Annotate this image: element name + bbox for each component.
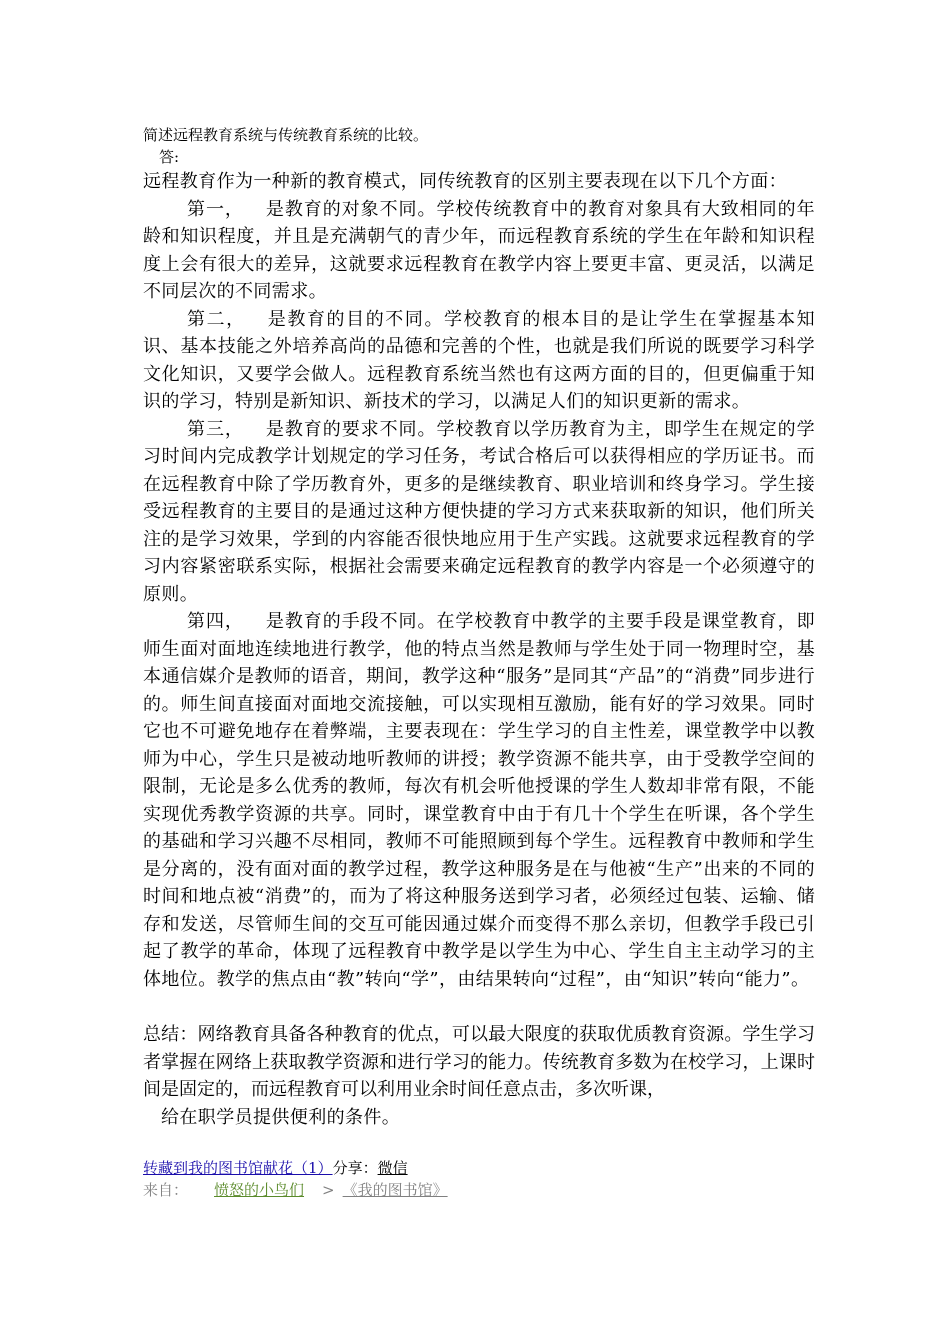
point-text: 是教育的手段不同。在学校教育中教学的主要手段是课堂教育，即师生面对面地连续地进行教学，他的特点当然是教师与学生处于同一物理时空，基本通信媒介是教师的语音，期间，教学这种“服务”是同其“产品”的“消费”同步进行的。师生间直接面对面地交流接触，可以实现相互激励，能有好的学习效果。同时它也不可避免地存在着弊端，主要表现在：学生学习的自主性差，课堂教学中以教师为中心，学生只是被动地听教师的讲授；教学资源不能共享，由于受教学空间的限制，无论是多么优秀的教师，每次有机会听他授课的学生人数却非常有限，不能实现优秀教学资源的共享。同时，课堂教育中由于有几十个学生在听课，各个学生的基础和学习兴趣不尽相同，教师不可能照顾到每个学生。远程教育中教师和学生是分离的，没有面对面的教学过程，教学这种服务是在与他被“生产”出来的不同的时间和地点被“消费”的，而为了将这种服务送到学习者，必须经过包装、运输、储存和发送，尽管师生间的交互可能因通过媒介而变得不那么亲切，但教学手段已引起了教学的革命，体现了远程教育中教学是以学生为中心、学生自主主动学习的主体地位。教学的焦点由“教”转向“学”，由结果转向“过程”，由“知识”转向“能力”。 xyxy=(143,611,815,990)
answer-label: 答: xyxy=(159,148,180,166)
author-link[interactable]: 愤怒的小鸟们 xyxy=(214,1181,305,1199)
closing-line: 给在职学员提供便利的条件。 xyxy=(161,1106,401,1128)
point-lead: 第四， xyxy=(187,611,244,632)
save-to-library-link[interactable]: 转藏到我的图书馆 xyxy=(143,1159,264,1177)
from-label: 来自： xyxy=(143,1181,189,1199)
point-lead: 第三， xyxy=(187,418,244,440)
point-paragraph-1 xyxy=(143,196,815,306)
point-paragraph-2 xyxy=(143,306,815,416)
point-text: 是教育的目的不同。学校教育的根本目的是让学生在掌握基本知识、基本技能之外培养高尚的品德和完善的个性，也就是我们所说的既要学习科学文化知识，又要学会做人。远程教育系统当然也有这两方面的目的，但更偏重于知识的学习，特别是新知识、新技术的学习，以满足人们的知识更新的需求。 xyxy=(143,308,815,412)
point-lead: 第二， xyxy=(187,308,246,330)
action-bar xyxy=(143,1157,815,1179)
summary-paragraph: 总结：网络教育具备各种教育的优点，可以最大限度的获取优质教育资源。学生学习者掌握在网络上获取教学资源和进行学习的能力。传统教育多数为在校学习，上课时间是固定的，而远程教育可以利用业余时间任意点击，多次听课， xyxy=(143,1024,815,1100)
point-text: 是教育的要求不同。学校教育以学历教育为主，即学生在规定的学习时间内完成教学计划规定的学习任务，考试合格后可以获得相应的学历证书。而在远程教育中除了学历教育外，更多的是继续教育、职业培训和终身学习。学生接受远程教育的主要目的是通过这种方便快捷的学习方式来获取新的知识，他们所关注的是学习效果，学到的内容能否很快地应用于生产实践。这就要求远程教育的学习内容紧密联系实际，根据社会需要来确定远程教育的教学内容是一个必须遵守的原则。 xyxy=(143,418,815,605)
point-lead: 第一， xyxy=(187,198,244,220)
point-text: 是教育的对象不同。学校传统教育中的教育对象具有大致相同的年龄和知识程度，并且是充满朝气的青少年，而远程教育系统的学生在年龄和知识程度上会有很大的差异，这就要求远程教育在教学内容上要更丰富、更灵活，以满足不同层次的不同需求。 xyxy=(143,198,815,302)
document-page xyxy=(143,124,815,1201)
share-wechat-link[interactable]: 微信 xyxy=(377,1159,408,1177)
point-paragraph-4 xyxy=(143,608,815,993)
my-library-link[interactable]: 《我的图书馆》 xyxy=(342,1181,448,1199)
flower-link[interactable]: 献花（1） xyxy=(263,1159,333,1177)
question-title: 简述远程教育系统与传统教育系统的比较。 xyxy=(143,126,429,144)
breadcrumb-separator: > xyxy=(322,1181,335,1199)
share-label: 分享： xyxy=(332,1159,378,1177)
source-line xyxy=(143,1179,815,1201)
intro-paragraph: 远程教育作为一种新的教育模式，同传统教育的区别主要表现在以下几个方面： xyxy=(143,171,787,192)
point-paragraph-3 xyxy=(143,416,815,609)
